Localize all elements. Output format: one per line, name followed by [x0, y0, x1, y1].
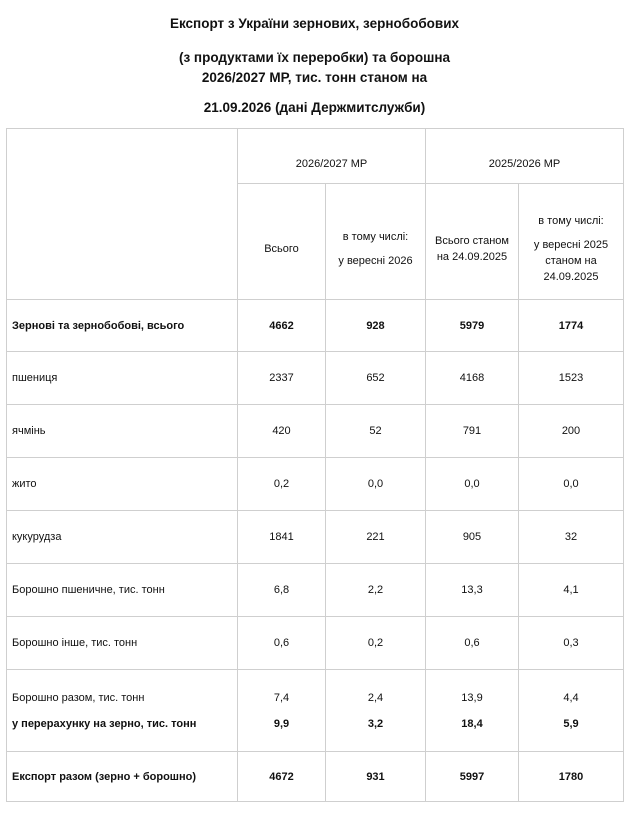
flour-grain-label: у перерахунку на зерно, тис. тонн [12, 717, 197, 730]
flour-total-value: 7,4 [273, 691, 290, 704]
cell-month: 2,2 [326, 564, 426, 617]
cell-total: 4672 [238, 752, 326, 802]
cell-prev-month: 0,3 [519, 617, 624, 670]
row-label: Борошно інше, тис. тонн [7, 617, 238, 670]
cell-month [326, 670, 426, 752]
cell-month: 221 [326, 511, 426, 564]
cell-prev-total [426, 670, 519, 752]
flour-grain-value: 5,9 [563, 717, 579, 730]
cell-prev-month [519, 670, 624, 752]
flour-total-value: 4,4 [563, 691, 579, 704]
cell-month: 928 [326, 300, 426, 352]
flour-grain-value: 3,2 [367, 717, 384, 730]
cell-total: 4662 [238, 300, 326, 352]
table-row [7, 511, 624, 564]
header-incl-month [326, 184, 426, 300]
cell-prev-month: 1780 [519, 752, 624, 802]
cell-month: 52 [326, 405, 426, 458]
cell-total: 2337 [238, 352, 326, 405]
row-label: пшениця [7, 352, 238, 405]
row-label: Борошно пшеничне, тис. тонн [7, 564, 238, 617]
header-total-text: Всього [264, 242, 299, 255]
header-corner-cell [7, 129, 238, 300]
title-line-4: 21.09.2026 (дані Держмитслужби) [203, 100, 426, 115]
cell-total [238, 670, 326, 752]
title-line-1: Експорт з України зернових, зернобобових [169, 16, 460, 31]
table-row [7, 300, 624, 352]
table-row [7, 564, 624, 617]
cell-prev-total: 5979 [426, 300, 519, 352]
header-period-previous: 2025/2026 МР [426, 129, 624, 184]
table-row [7, 458, 624, 511]
header-prev-incl-line2: станом на [545, 254, 597, 267]
cell-total: 0,2 [238, 458, 326, 511]
table-row-export-total [7, 752, 624, 802]
table-row [7, 405, 624, 458]
title-line-2: (з продуктами їх переробки) та борошна [178, 50, 451, 65]
cell-prev-total: 5997 [426, 752, 519, 802]
header-row-periods [7, 129, 624, 184]
cell-prev-total: 0,0 [426, 458, 519, 511]
export-table [6, 128, 624, 802]
cell-month: 931 [326, 752, 426, 802]
cell-prev-month: 0,0 [519, 458, 624, 511]
flour-total-value: 2,4 [367, 691, 384, 704]
cell-prev-month: 1523 [519, 352, 624, 405]
header-prev-total-line1: Всього станом [435, 234, 509, 247]
cell-prev-total: 791 [426, 405, 519, 458]
header-prev-incl-line3: 24.09.2025 [543, 270, 599, 283]
cell-prev-total: 4168 [426, 352, 519, 405]
title-line-3: 2026/2027 МР, тис. тонн станом на [201, 70, 428, 85]
header-prev-incl-label: в тому числі: [538, 214, 604, 227]
row-label: жито [7, 458, 238, 511]
header-prev-total [426, 184, 519, 300]
cell-prev-total: 905 [426, 511, 519, 564]
cell-total: 0,6 [238, 617, 326, 670]
header-period-current: 2026/2027 МР [238, 129, 426, 184]
cell-total: 6,8 [238, 564, 326, 617]
row-label: кукурудза [7, 511, 238, 564]
cell-prev-month: 32 [519, 511, 624, 564]
header-incl-month-text: у вересні 2026 [338, 254, 413, 267]
row-label [7, 670, 238, 752]
flour-total-label: Борошно разом, тис. тонн [12, 691, 145, 704]
cell-prev-total: 0,6 [426, 617, 519, 670]
table-row-flour-total [7, 670, 624, 752]
header-incl-label: в тому числі: [342, 230, 409, 243]
cell-month: 0,0 [326, 458, 426, 511]
header-total [238, 184, 326, 300]
row-label: Зернові та зернобобові, всього [7, 300, 238, 352]
flour-total-value: 13,9 [461, 691, 483, 704]
cell-prev-month: 1774 [519, 300, 624, 352]
flour-grain-value: 9,9 [273, 717, 290, 730]
header-prev-incl [519, 184, 624, 300]
cell-total: 1841 [238, 511, 326, 564]
header-prev-total-line2: на 24.09.2025 [436, 250, 508, 263]
cell-total: 420 [238, 405, 326, 458]
cell-prev-month: 200 [519, 405, 624, 458]
table-row [7, 352, 624, 405]
cell-month: 0,2 [326, 617, 426, 670]
row-label: Експорт разом (зерно + борошно) [7, 752, 238, 802]
cell-month: 652 [326, 352, 426, 405]
cell-prev-total: 13,3 [426, 564, 519, 617]
row-label: ячмінь [7, 405, 238, 458]
flour-grain-value: 18,4 [461, 717, 483, 730]
header-prev-incl-line1: у вересні 2025 [533, 238, 609, 251]
table-row [7, 617, 624, 670]
cell-prev-month: 4,1 [519, 564, 624, 617]
